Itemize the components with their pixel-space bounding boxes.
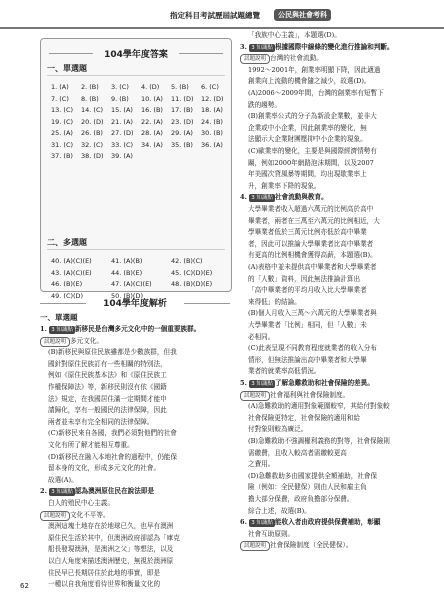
answer-item: 28. (A)	[141, 129, 163, 137]
analysis-line	[40, 486, 154, 497]
analysis-line	[48, 440, 134, 451]
line-text: 多元文化。	[70, 336, 103, 345]
question-number: 6.	[240, 518, 250, 527]
line-text: 社會福利與社會保險制度。	[270, 390, 350, 399]
analysis-line	[240, 378, 374, 389]
analysis-line	[248, 134, 367, 145]
analysis-line	[248, 123, 367, 134]
analysis-line	[240, 517, 380, 528]
line-text: 社會保險更特定，社會保險的適用和給	[248, 413, 361, 422]
analysis-line	[248, 250, 377, 261]
line-text: (B)新移民與原住民族雖都是少數族群，但我	[48, 348, 177, 357]
analysis-line	[48, 359, 167, 370]
analysis-line	[48, 568, 160, 579]
analysis-line	[40, 510, 110, 521]
analysis-line	[248, 239, 373, 250]
analysis-line	[248, 343, 377, 354]
analysis-line	[48, 544, 173, 555]
analysis-line	[248, 30, 341, 41]
line-text: 的「人數」資料，因此無法推論計算出	[248, 274, 361, 283]
line-text: 業者的就業率高低情況。	[248, 367, 321, 376]
line-text: 「高中畢業者的平均月收入比大學畢業者	[248, 286, 367, 295]
line-text: (B)急難救助不強調權利義務的對等，社會保險則	[248, 437, 390, 445]
analysis-section-title: 一、單選題	[40, 313, 78, 322]
answer-item: 47. (A)(C)(E)	[111, 280, 152, 288]
line-text: 大學畢業者「比例」相同，但「人數」未	[248, 321, 367, 329]
analysis-line	[240, 42, 394, 53]
answer-item: 33. (C)	[111, 140, 134, 149]
line-text: 畢業者，兩者在三萬至六萬元的比例相近，大	[248, 216, 380, 225]
analysis-line	[248, 448, 347, 459]
answer-item: 21. (A)	[111, 117, 133, 126]
analysis-line	[248, 471, 377, 482]
line-text: 了解急難救助和社會保險的差異。	[274, 379, 374, 387]
explanation-tag: 試題說明	[240, 541, 270, 551]
analysis-line	[48, 521, 173, 532]
line-text: (B)個人月收入三萬～六萬元的大學畢業者與	[248, 309, 377, 318]
analysis-line	[248, 285, 367, 296]
answer-item: 30. (B)	[201, 129, 223, 137]
answer-item: 42. (B)(C)	[171, 257, 203, 265]
analysis-line	[40, 336, 103, 347]
answer-item: 2. (B)	[81, 83, 99, 91]
analysis-title: 104學年度解析	[103, 299, 167, 309]
line-text: 關，例如2000年網路泡沫期間，以及2007	[248, 158, 374, 167]
line-text: 必相同。	[248, 332, 275, 341]
line-text: 認為澳洲原住民在說法即是	[74, 487, 155, 496]
line-text: 船長發現澳洲，是澳洲之父」等想法，以及	[48, 545, 174, 554]
line-text: 請歸化，享有一般國民的法律保障，因此	[48, 406, 167, 415]
knowledge-tag: 3 知識點	[251, 195, 273, 202]
answer-item: 31. (C)	[51, 140, 74, 149]
answer-item: 41. (A)(B)	[111, 257, 143, 265]
knowledge-tag: 3 知識點	[251, 520, 273, 527]
knowledge-tag: 3 知識點	[251, 381, 273, 387]
knowledge-tag: 3 知識點	[51, 489, 73, 496]
answer-item: 18. (A)	[201, 106, 223, 114]
analysis-line	[248, 274, 360, 285]
answer-item: 44. (B)(E)	[111, 268, 143, 277]
answer-item: 4. (D)	[141, 83, 160, 91]
analysis-line	[48, 579, 160, 590]
answer-item: 5. (B)	[171, 83, 189, 91]
line-text: 之費用。	[248, 460, 275, 469]
line-text: (D)急難救助多由國家提供全額補助，社會保	[248, 471, 378, 480]
line-text: 國針對原住民族訂有一些相關的特別法，	[48, 359, 167, 368]
knowledge-tag: 3 知識點	[51, 327, 73, 333]
question-number: 4.	[240, 193, 250, 202]
analysis-line	[48, 382, 167, 393]
answer-item: 19. (C)	[51, 117, 74, 126]
analysis-line	[48, 452, 177, 463]
analysis-line	[248, 332, 274, 343]
answer-title: 104學年度答案	[104, 50, 168, 60]
line-text: 住民早已長期居住於此地的事實，即是	[48, 568, 161, 577]
answer-item: 11. (D)	[171, 94, 194, 103]
line-text: 白人的殖民中心主義。	[48, 499, 114, 507]
analysis-line	[248, 320, 367, 331]
analysis-line	[248, 216, 380, 227]
analysis-line	[248, 529, 294, 540]
analysis-line	[248, 262, 377, 273]
line-text: 法顯示大企業財團壓抑中小企業的現象。	[248, 135, 367, 144]
explanation-tag: 試題說明	[40, 337, 70, 347]
analysis-line	[48, 533, 180, 544]
analysis-line	[248, 424, 307, 435]
analysis-line	[48, 417, 154, 428]
answer-item: 16. (B)	[141, 106, 163, 114]
line-text: 企業或中小企業，因此創業率的變化，無	[248, 123, 367, 132]
line-text: 跌的趨勢。	[248, 100, 281, 109]
line-text: 留本身的文化，形成多元文化的社會。	[48, 464, 161, 473]
answer-item: 35. (B)	[171, 140, 193, 149]
page-header	[0, 9, 444, 25]
line-text: 原住民生活於其中，但澳洲政府卻認為「庫克	[48, 533, 180, 542]
analysis-line	[248, 76, 371, 87]
analysis-line	[248, 366, 321, 377]
answer-item: 48. (B)(D)(E)	[171, 280, 213, 288]
analysis-line	[48, 370, 167, 381]
line-text: 澳洲這塊土地存在於地球已久，也早有澳洲	[48, 522, 174, 531]
line-text: 作權保障法》等，新移民則沒有依《國籍	[48, 383, 167, 391]
question-number: 5.	[240, 379, 250, 387]
analysis-line	[248, 506, 311, 517]
analysis-line	[48, 498, 114, 509]
analysis-line	[248, 65, 380, 76]
analysis-line	[248, 181, 321, 192]
line-text: 情形，但無法推論出高中畢業者和大學畢	[248, 355, 367, 364]
line-text: 來得低」的結論。	[248, 297, 301, 306]
line-text: (C)歐業率的變化，主要是與國際經濟情勢有	[248, 147, 377, 155]
line-text: (C)此表呈現不同教育程度就業者的收入分布	[248, 344, 377, 353]
answer-item: 20. (D)	[81, 117, 104, 126]
line-text: 根據國際中線條的變化進行推論和判斷。	[274, 42, 394, 51]
line-text: (A)急難救助的適用對象範圍較窄，其給付對象較	[248, 402, 390, 411]
answer-item: 36. (A)	[201, 140, 223, 149]
question-number: 3.	[240, 42, 250, 51]
answer-item: 46. (B)(E)	[51, 280, 83, 288]
analysis-line	[48, 347, 177, 358]
analysis-line	[248, 204, 373, 215]
analysis-line	[248, 413, 360, 424]
analysis-line	[248, 146, 377, 157]
line-text: 兩者並未享有完全相同的法律保障。	[48, 417, 154, 426]
answer-item: 45. (C)(D)(E)	[171, 268, 213, 277]
line-text: 年美國次貸風暴等期間，均出現歇業率上	[248, 170, 367, 179]
answer-item: 40. (A)(C)(E)	[51, 257, 92, 265]
answer-item: 12. (D)	[201, 94, 224, 103]
answer-item: 13. (C)	[51, 106, 74, 114]
answer-item: 29. (A)	[171, 129, 193, 137]
answer-item: 8. (B)	[81, 94, 99, 103]
line-text: 擔大部分保費，政府負擔部分保費。	[248, 495, 354, 503]
analysis-line	[248, 401, 390, 412]
answer-item: 38. (D)	[81, 152, 104, 160]
explanation-tag: 試題說明	[40, 511, 70, 521]
analysis-line	[248, 494, 354, 505]
line-text: 付對象則較為廣泛。	[248, 425, 308, 434]
line-text: 文化有所了解才能相互尊重。	[48, 441, 134, 449]
line-text: 學畢業者低於三萬元比例亦低於高中畢業	[248, 228, 367, 237]
analysis-line	[40, 324, 200, 335]
question-number: 1.	[40, 325, 50, 333]
explanation-tag: 試題說明	[240, 391, 270, 401]
analysis-line	[48, 556, 173, 567]
answer-item: 1. (A)	[51, 83, 69, 91]
line-text: 升，創業率下降的現象。	[248, 181, 321, 190]
analysis-line	[248, 297, 301, 308]
analysis-title-bar	[40, 296, 230, 310]
line-text: 社會流動與教育。	[274, 193, 328, 202]
answer-item: 17. (B)	[171, 106, 193, 114]
answer-item: 3. (C)	[111, 83, 129, 91]
answer-item: 26. (B)	[81, 129, 103, 137]
analysis-line	[48, 428, 177, 439]
line-text: 者，因此可以推論大學畢業者比高中畢業者	[248, 239, 374, 248]
answer-box	[40, 38, 232, 300]
answer-item: 9. (B)	[111, 94, 129, 103]
multi-section-title: 二、多選題	[47, 238, 87, 247]
answer-item: 27. (D)	[111, 129, 134, 137]
answer-item: 7. (C)	[51, 94, 69, 103]
analysis-line	[248, 169, 367, 180]
line-text: 以白人角度來描述澳洲歷史，無視於澳洲原	[48, 557, 174, 565]
analysis-line	[248, 308, 377, 319]
analysis-line	[248, 100, 281, 111]
analysis-line	[240, 540, 352, 551]
answer-item: 39. (A)	[111, 152, 133, 160]
line-text: 創業向上流動的機會隨之減少，故選(D)。	[248, 77, 371, 86]
analysis-line	[248, 158, 374, 169]
line-text: 一種以自我角度看待世界和衡量文化的	[48, 580, 161, 589]
question-number: 2.	[40, 487, 50, 496]
line-text: 1992～2001年，創業率明顯下降，因此適過	[248, 65, 381, 74]
answer-item: 24. (B)	[201, 117, 223, 126]
line-text: 法》規定，在我國居住滿一定期間才能申	[48, 394, 167, 403]
analysis-line	[48, 463, 160, 474]
analysis-line	[48, 475, 78, 486]
answer-item: 14. (C)	[81, 106, 104, 114]
single-section-title: 一、單選題	[47, 64, 87, 73]
page-number: 62	[20, 582, 29, 590]
header-rule	[0, 27, 444, 29]
answer-item: 10. (A)	[141, 94, 163, 103]
line-text: 「我族中心主義」，本題選(D)。	[248, 31, 341, 39]
answer-item: 50. (B)(D)	[111, 291, 144, 300]
analysis-line	[240, 390, 349, 401]
line-text: (C)新移民來自各國，我們必須對他們的社會	[48, 429, 177, 438]
line-text: 故選(A)。	[48, 475, 78, 484]
analysis-line	[248, 459, 274, 470]
line-text: 大學畢業者收入超過六萬元的比例高於高中	[248, 205, 374, 213]
line-text: 台灣的社會流動。	[270, 54, 323, 63]
line-text: (D)新移民在融入本地社會的過程中，仍能保	[48, 452, 178, 461]
line-text: (A)表格中並未提供高中畢業者和大學畢業者	[248, 263, 377, 271]
line-text: 例如《原住民族基本法》和《原住民族工	[48, 371, 167, 380]
line-text: 綜合上述，故選(B)。	[248, 506, 311, 515]
line-text: 社會保險制度（全民健保）。	[270, 541, 353, 550]
answer-item: 34. (A)	[141, 140, 163, 149]
header-badge: 公民與社會考科	[274, 9, 331, 21]
line-text: 有更高的比例相機會獲得高薪，本題選(B)。	[248, 251, 377, 260]
explanation-tag: 試題說明	[240, 54, 270, 64]
line-text: 險（例如：全民健保）則由人民和雇主負	[248, 483, 367, 492]
answer-item: 25. (A)	[51, 129, 73, 137]
analysis-line	[248, 482, 367, 493]
answer-item: 15. (A)	[111, 106, 133, 114]
analysis-line	[240, 192, 328, 203]
analysis-line	[48, 394, 167, 405]
analysis-line	[248, 227, 367, 238]
answer-item: 37. (B)	[51, 152, 73, 160]
answer-item: 23. (D)	[171, 117, 194, 126]
analysis-line	[48, 405, 167, 416]
header-title: 指定科目考試歷屆試題總覽	[170, 11, 260, 20]
line-text: 文化不平等。	[70, 510, 110, 519]
answer-item: 22. (A)	[141, 117, 163, 126]
line-text: 能收入者由政府提供保費補助，彰顯	[274, 518, 381, 527]
analysis-line	[248, 355, 367, 366]
line-text: 新移民是台灣多元文化中的一個重要族群。	[74, 325, 201, 333]
answer-item: 43. (A)(C)(E)	[51, 268, 92, 277]
analysis-line	[248, 111, 377, 122]
answer-item: 32. (C)	[81, 140, 104, 149]
answer-item: 6. (C)	[201, 83, 219, 91]
knowledge-tag: 3 知識點	[251, 44, 273, 51]
analysis-line	[248, 436, 390, 447]
line-text: 社會互助原則。	[248, 529, 295, 538]
line-text: (A)2006～2009年間，台灣的創業率有短暫下	[248, 89, 384, 97]
answer-item: 49. (C)(D)	[51, 291, 84, 300]
analysis-line	[248, 88, 384, 99]
line-text: 需繳費，且收入較高者需繳較更高	[248, 448, 347, 457]
line-text: (B)創業率公式的分子為新設企業數，並非大	[248, 112, 377, 121]
analysis-line	[240, 53, 323, 64]
